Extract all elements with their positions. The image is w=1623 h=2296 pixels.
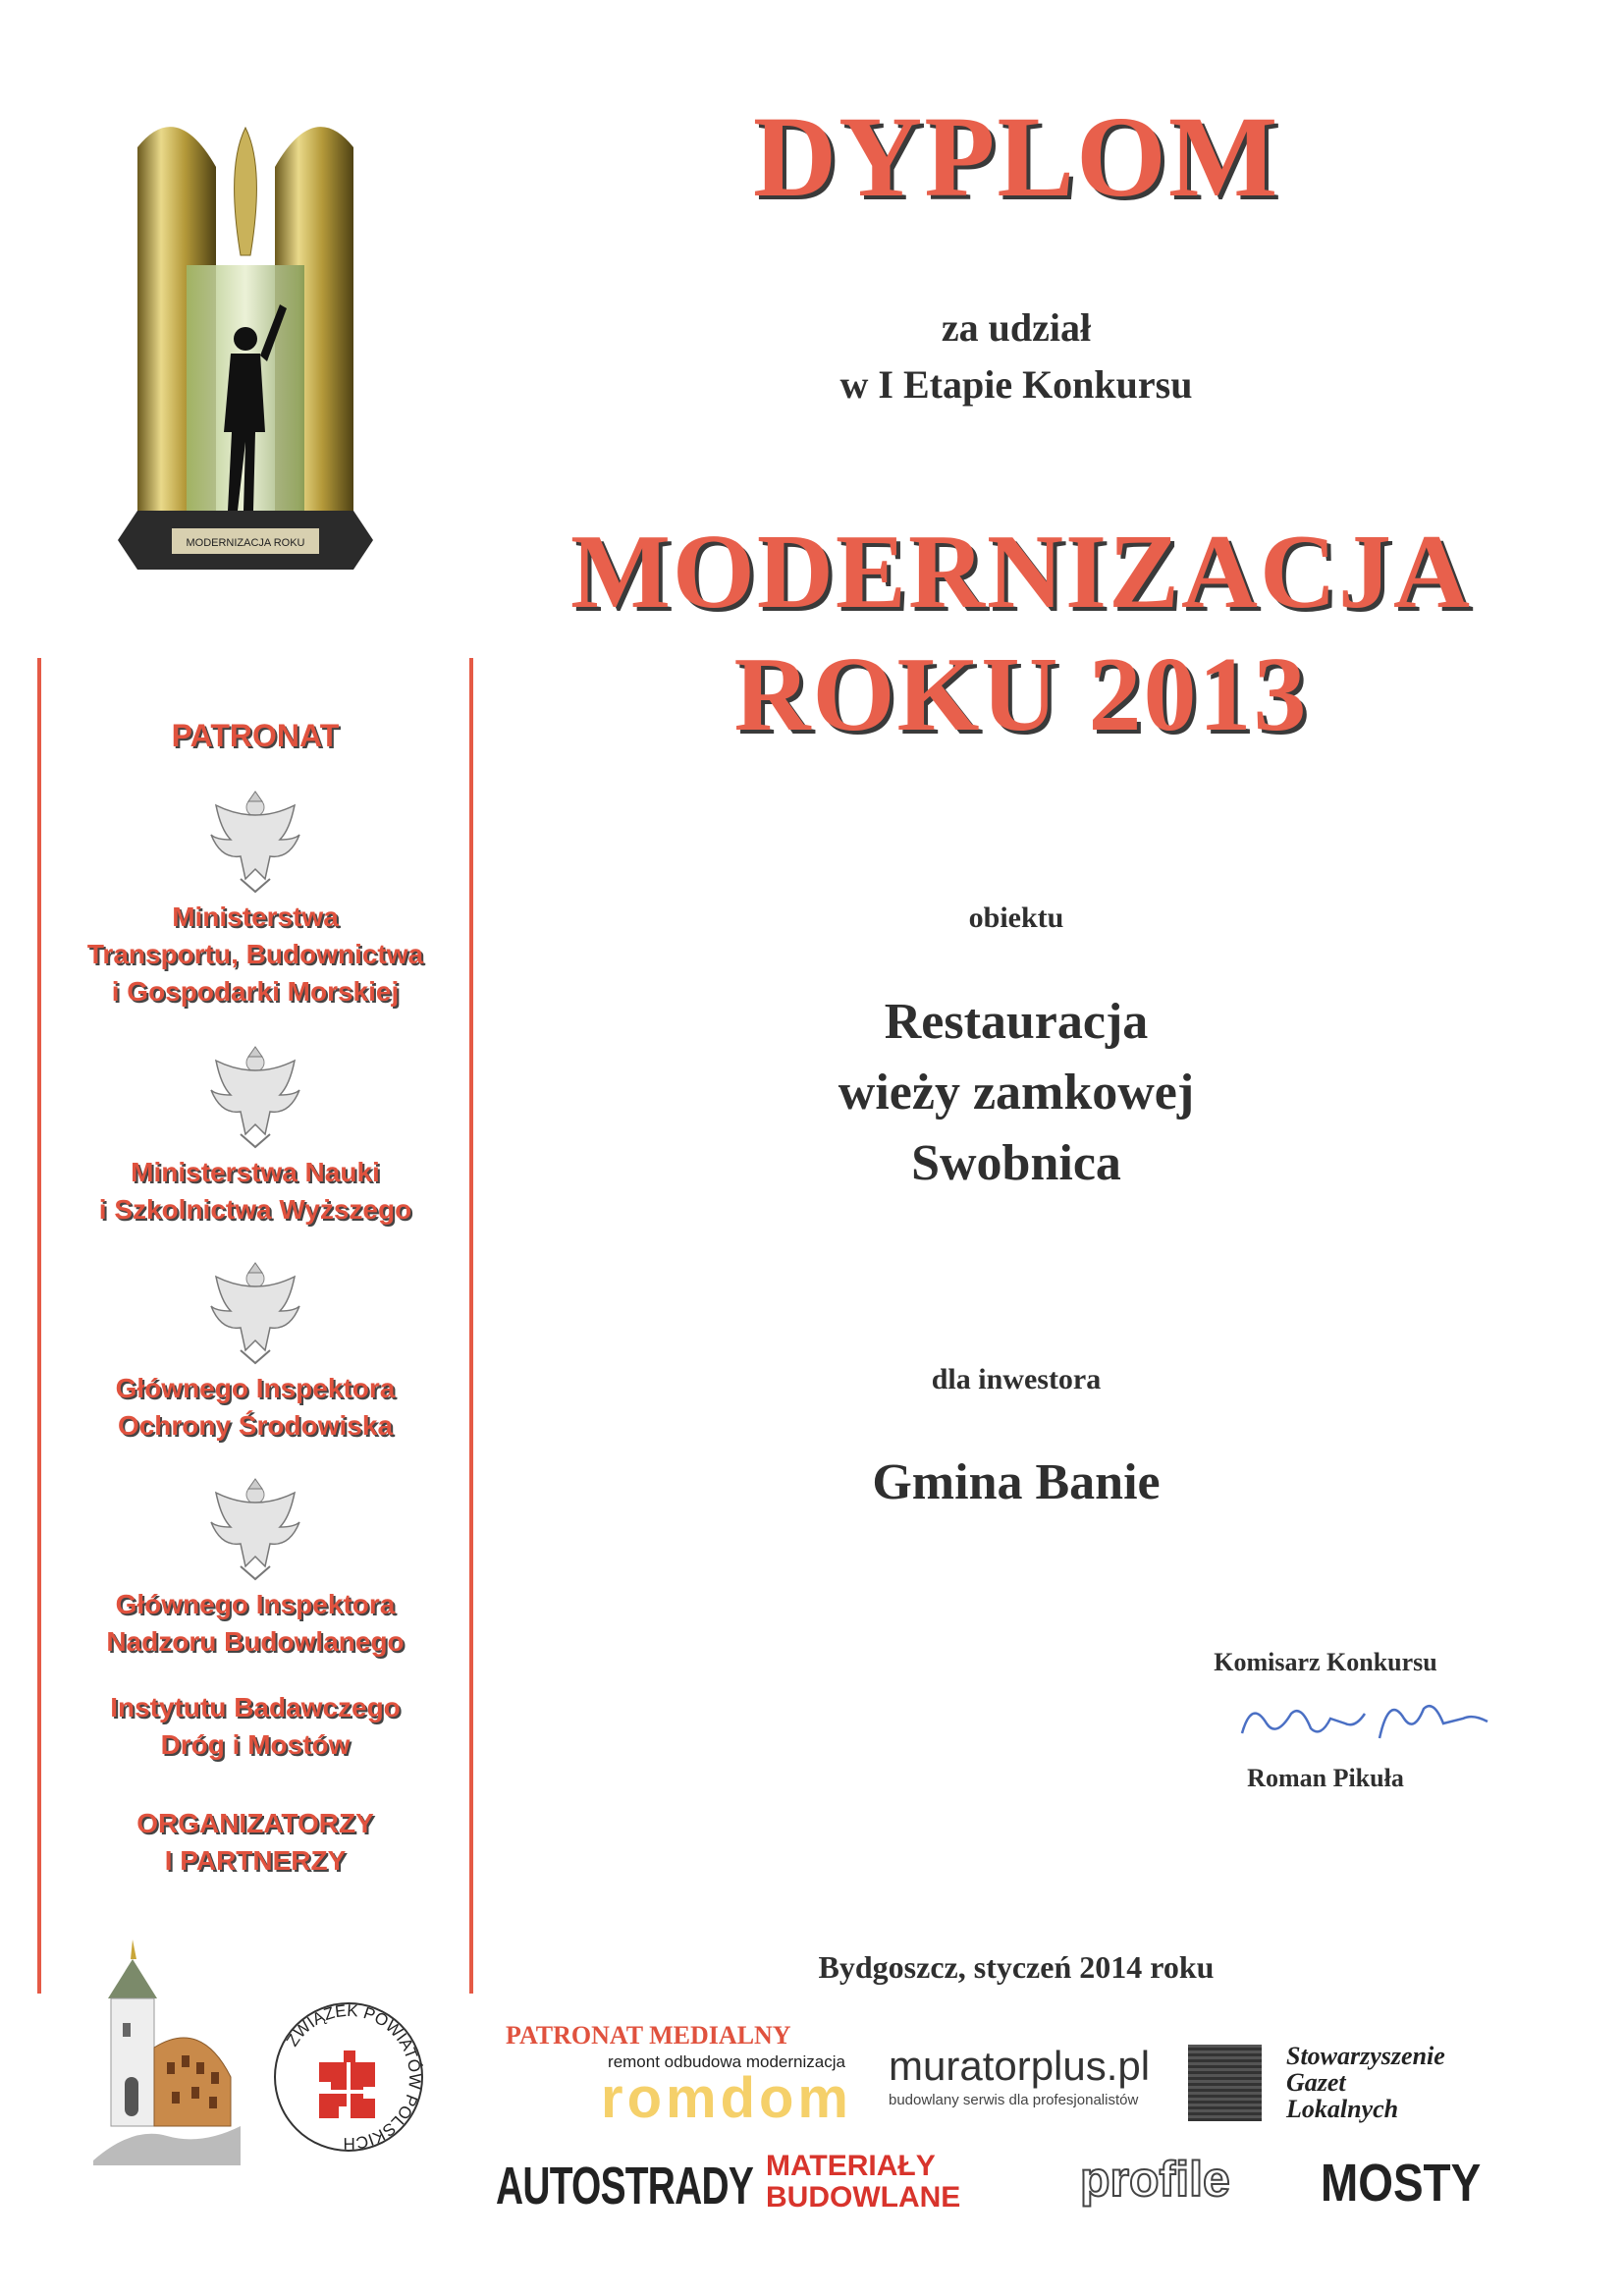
patron-3-line-2: Ochrony Środowiska xyxy=(117,1410,394,1441)
stowarzyszenie-logo xyxy=(1188,2043,1512,2131)
contest-name xyxy=(461,511,1581,756)
stowarzyszenie-text xyxy=(1286,2043,1445,2122)
murator-logo xyxy=(889,2043,1163,2131)
signature xyxy=(1232,1684,1507,1753)
patron-1-line-2: Transportu, Budownictwa xyxy=(86,939,424,969)
patron-4 xyxy=(41,1586,469,1661)
sidebar-right-line xyxy=(469,658,473,1994)
institute-line-2: Dróg i Mostów xyxy=(160,1729,351,1760)
contest-name-line-1: MODERNIZACJA xyxy=(569,514,1472,630)
investor-label: dla inwestora xyxy=(931,1363,1102,1395)
stowarzyszenie-square-icon xyxy=(1188,2045,1262,2121)
patron-2 xyxy=(41,1154,469,1229)
patron-4-line-2: Nadzoru Budowlanego xyxy=(106,1626,405,1657)
romdom-name: romdom xyxy=(601,2066,852,2130)
object-line-2: wieży zamkowej xyxy=(838,1065,1195,1121)
castle-logo xyxy=(93,1940,241,2165)
organizers-line-2: I PARTNERZY xyxy=(164,1845,347,1876)
subtitle xyxy=(550,300,1483,413)
institute-line-1: Instytutu Badawczego xyxy=(110,1692,401,1722)
sidebar-left-line xyxy=(37,658,41,1994)
organizers-line-1: ORGANIZATORZY xyxy=(136,1808,374,1838)
mosty-logo: MOSTY xyxy=(1321,2154,1482,2213)
organizers-heading xyxy=(41,1805,469,1880)
object-name xyxy=(550,987,1483,1199)
patron-3 xyxy=(41,1370,469,1445)
eagle-emblem-icon-3 xyxy=(201,1257,309,1365)
trophy-image xyxy=(118,108,373,599)
materialy-line-2: BUDOWLANE xyxy=(766,2181,961,2214)
patron-2-line-2: i Szkolnictwa Wyższego xyxy=(98,1194,412,1225)
commissioner-role: Komisarz Konkursu xyxy=(1214,1648,1437,1676)
investor-name: Gmina Banie xyxy=(872,1454,1161,1510)
subtitle-line-2: w I Etapie Konkursu xyxy=(839,362,1193,407)
profile-logo: profile xyxy=(1080,2152,1230,2207)
trophy-plaque-text: MODERNIZACJA ROKU xyxy=(186,537,305,549)
patron-4-line-1: Głównego Inspektora xyxy=(115,1589,396,1619)
object-line-1: Restauracja xyxy=(884,994,1149,1050)
zwiazek-text: ZWIĄZEK POWIATÓW POLSKICH xyxy=(282,2000,425,2154)
patron-1 xyxy=(41,899,469,1011)
signature-text: Roman Pikuła xyxy=(1232,1684,1238,1685)
patron-1-line-3: i Gospodarki Morskiej xyxy=(111,976,400,1007)
romdom-logo xyxy=(594,2052,859,2131)
patron-2-line-1: Ministerstwa Nauki xyxy=(131,1157,380,1187)
patron-3-line-1: Głównego Inspektora xyxy=(115,1373,396,1403)
materialy-line-1: MATERIAŁY xyxy=(766,2150,936,2182)
patronat-heading: PATRONAT xyxy=(171,718,340,753)
murator-name: muratorplus.pl xyxy=(889,2043,1151,2089)
eagle-emblem-icon-2 xyxy=(201,1041,309,1149)
contest-name-line-2: ROKU 2013 xyxy=(733,636,1309,753)
subtitle-line-1: za udział xyxy=(941,305,1092,350)
stowarzyszenie-line-1: Stowarzyszenie xyxy=(1286,2042,1445,2070)
eagle-emblem-icon-1 xyxy=(201,786,309,894)
object-label: obiektu xyxy=(968,902,1064,934)
eagle-emblem-icon-4 xyxy=(201,1473,309,1581)
stowarzyszenie-line-3: Lokalnych xyxy=(1286,2095,1399,2123)
media-heading: PATRONAT MEDIALNY xyxy=(506,2021,791,2050)
autostrady-logo: AUTOSTRADY xyxy=(496,2157,754,2215)
diploma-title: DYPLOM xyxy=(752,92,1280,221)
object-line-3: Swobnica xyxy=(911,1135,1121,1191)
romdom-tagline: remont odbudowa modernizacja xyxy=(608,2052,845,2071)
patron-1-line-1: Ministerstwa xyxy=(172,902,339,932)
murator-tagline: budowlany serwis dla profesjonalistów xyxy=(889,2092,1139,2108)
zwiazek-powiatow-logo xyxy=(265,1994,432,2160)
materialy-budowlane-logo xyxy=(766,2151,1001,2229)
commissioner-name: Roman Pikuła xyxy=(1247,1764,1404,1792)
place-date: Bydgoszcz, styczeń 2014 roku xyxy=(818,1949,1215,1985)
institute xyxy=(41,1689,469,1764)
stowarzyszenie-line-2: Gazet xyxy=(1286,2068,1346,2097)
